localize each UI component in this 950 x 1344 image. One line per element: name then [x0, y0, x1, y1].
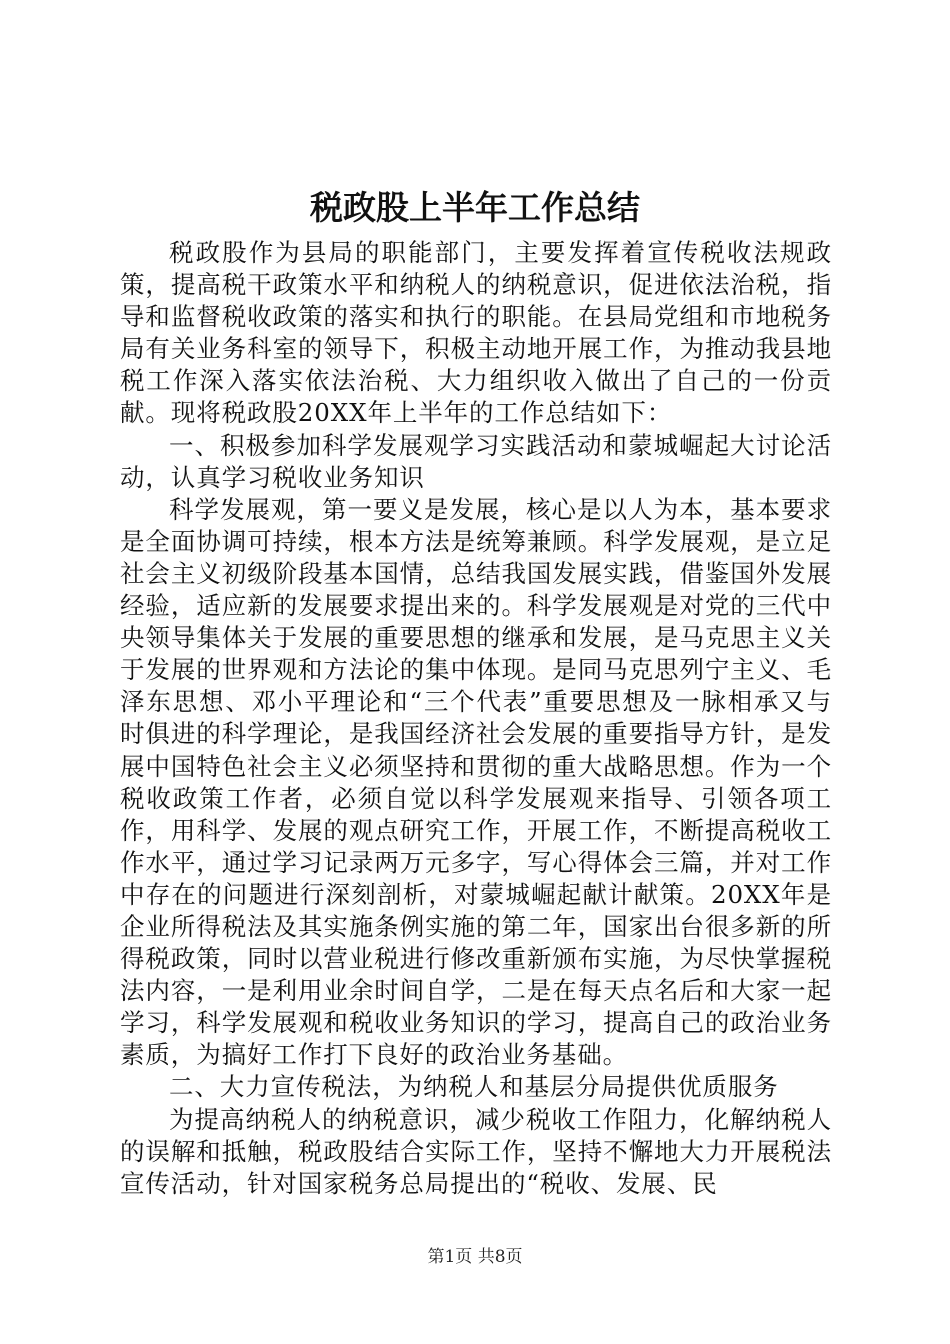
section-heading-2: 二、大力宣传税法，为纳税人和基层分局提供优质服务 — [169, 1072, 779, 1102]
page-number-footer: 第1页 共8页 — [427, 1247, 523, 1267]
document-title: 税政股上半年工作总结 — [310, 188, 640, 227]
document-body — [120, 237, 832, 1200]
paragraph-section-1: 科学发展观，第一要义是发展，核心是以人为本，基本要求是全面协调可持续，根本方法是统筹兼顾。科学发展观，是立足社会主义初级阶段基本国情，总结我国发展实践，借鉴国外发展经验，适应新的发展要求提出来的。科学发展观是对党的三代中央领导集体关于发展的重要思想的继承和发展，是马克思主义关于发展的世界观和方法论的集中体现。是同马克思列宁主义、毛泽东思想、邓小平理论和“三个代表”重要思想及一脉相承又与时俱进的科学理论，是我国经济社会发展的重要指导方针，是发展中国特色社会主义必须坚持和贯彻的重大战略思想。作为一个税收政策工作者，必须自觉以科学发展观来指导、引领各项工作，用科学、发展的观点研究工作，开展工作，不断提高税收工作水平，通过学习记录两万元多字，写心得体会三篇，并对工作中存在的问题进行深刻剖析，对蒙城崛起献计献策。20XX年是企业所得税法及其实施条例实施的第二年，国家出台很多新的所得税政策，同时以营业税进行修改重新颁布实施，为尽快掌握税法内容，一是利用业余时间自学，二是在每天点名后和大家一起学习，科学发展观和税收业务知识的学习，提高自己的政治业务素质，为搞好工作打下良好的政治业务基础。 — [120, 494, 832, 1070]
paragraph-section-2: 为提高纳税人的纳税意识，减少税收工作阻力，化解纳税人的误解和抵触，税政股结合实际工作，坚持不懈地大力开展税法宣传活动，针对国家税务总局提出的“税收、发展、民 — [120, 1104, 832, 1198]
paragraph-intro: 税政股作为县局的职能部门，主要发挥着宣传税收法规政策，提高税干政策水平和纳税人的纳税意识，促进依法治税，指导和监督税收政策的落实和执行的职能。在县局党组和市地税务局有关业务科室的领导下，积极主动地开展工作，为推动我县地税工作深入落实依法治税、大力组织收入做出了自己的一份贡献。现将税政股20XX年上半年的工作总结如下： — [120, 238, 832, 428]
section-heading-1: 一、积极参加科学发展观学习实践活动和蒙城崛起大讨论活动，认真学习税收业务知识 — [120, 430, 832, 492]
